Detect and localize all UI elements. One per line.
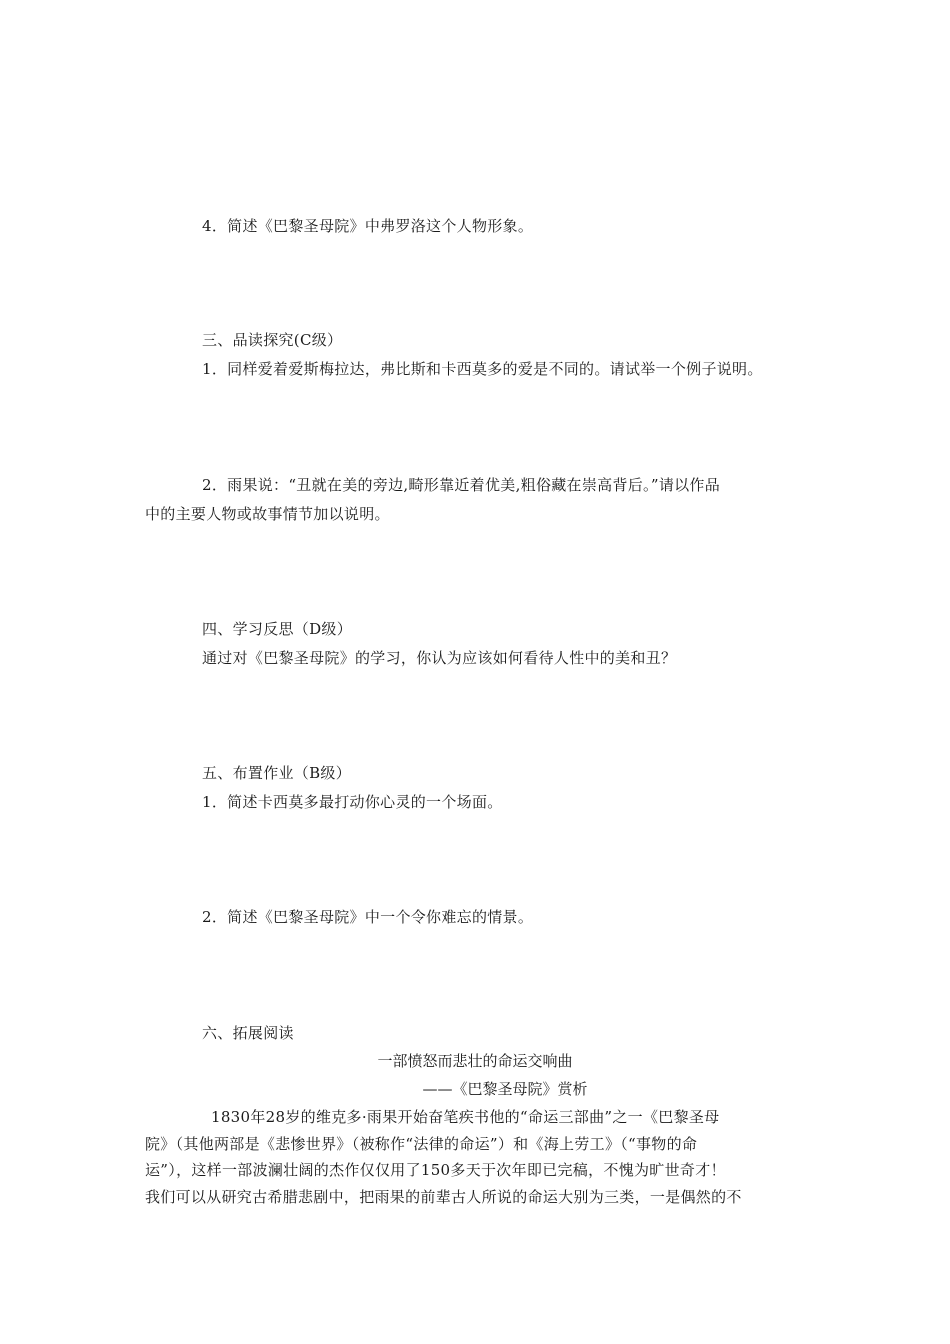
section-3-heading: 三、品读探究(C级） bbox=[202, 331, 343, 349]
question-4: 4．简述《巴黎圣母院》中弗罗洛这个人物形象。 bbox=[202, 217, 534, 235]
section-5-question-1: 1．简述卡西莫多最打动你心灵的一个场面。 bbox=[202, 793, 503, 811]
section-6-heading: 六、拓展阅读 bbox=[202, 1024, 294, 1042]
section-5-question-2: 2．简述《巴黎圣母院》中一个令你难忘的情景。 bbox=[202, 908, 534, 926]
section-4-heading: 四、学习反思（D级） bbox=[202, 620, 353, 638]
article-line: 1830年28岁的维克多·雨果开始奋笔疾书他的“命运三部曲”之一《巴黎圣母 bbox=[211, 1108, 720, 1126]
article-line: 院》（其他两部是《悲惨世界》（被称作“法律的命运”）和《海上劳工》（“事物的命 bbox=[145, 1134, 698, 1153]
section-3-question-1: 1．同样爱着爱斯梅拉达，弗比斯和卡西莫多的爱是不同的。请试举一个例子说明。 bbox=[202, 360, 763, 378]
section-3-question-2-line-1: 2．雨果说：“丑就在美的旁边,畸形靠近着优美,粗俗藏在崇高背后。”请以作品 bbox=[202, 476, 721, 494]
section-5-heading: 五、布置作业（B级） bbox=[202, 764, 352, 782]
article-title: 一部愤怒而悲壮的命运交响曲 bbox=[377, 1052, 573, 1070]
article-body bbox=[145, 1104, 805, 1210]
article-line: 运”），这样一部波澜壮阔的杰作仅仅用了150多天于次年即已完稿，不愧为旷世奇才！ bbox=[145, 1161, 726, 1179]
section-3-question-2-line-2: 中的主要人物或故事情节加以说明。 bbox=[145, 505, 390, 523]
article-line: 我们可以从研究古希腊悲剧中，把雨果的前辈古人所说的命运大别为三类，一是偶然的不 bbox=[145, 1187, 742, 1206]
section-4-text: 通过对《巴黎圣母院》的学习，你认为应该如何看待人性中的美和丑？ bbox=[202, 649, 677, 667]
article-subtitle: ——《巴黎圣母院》赏析 bbox=[422, 1080, 588, 1098]
